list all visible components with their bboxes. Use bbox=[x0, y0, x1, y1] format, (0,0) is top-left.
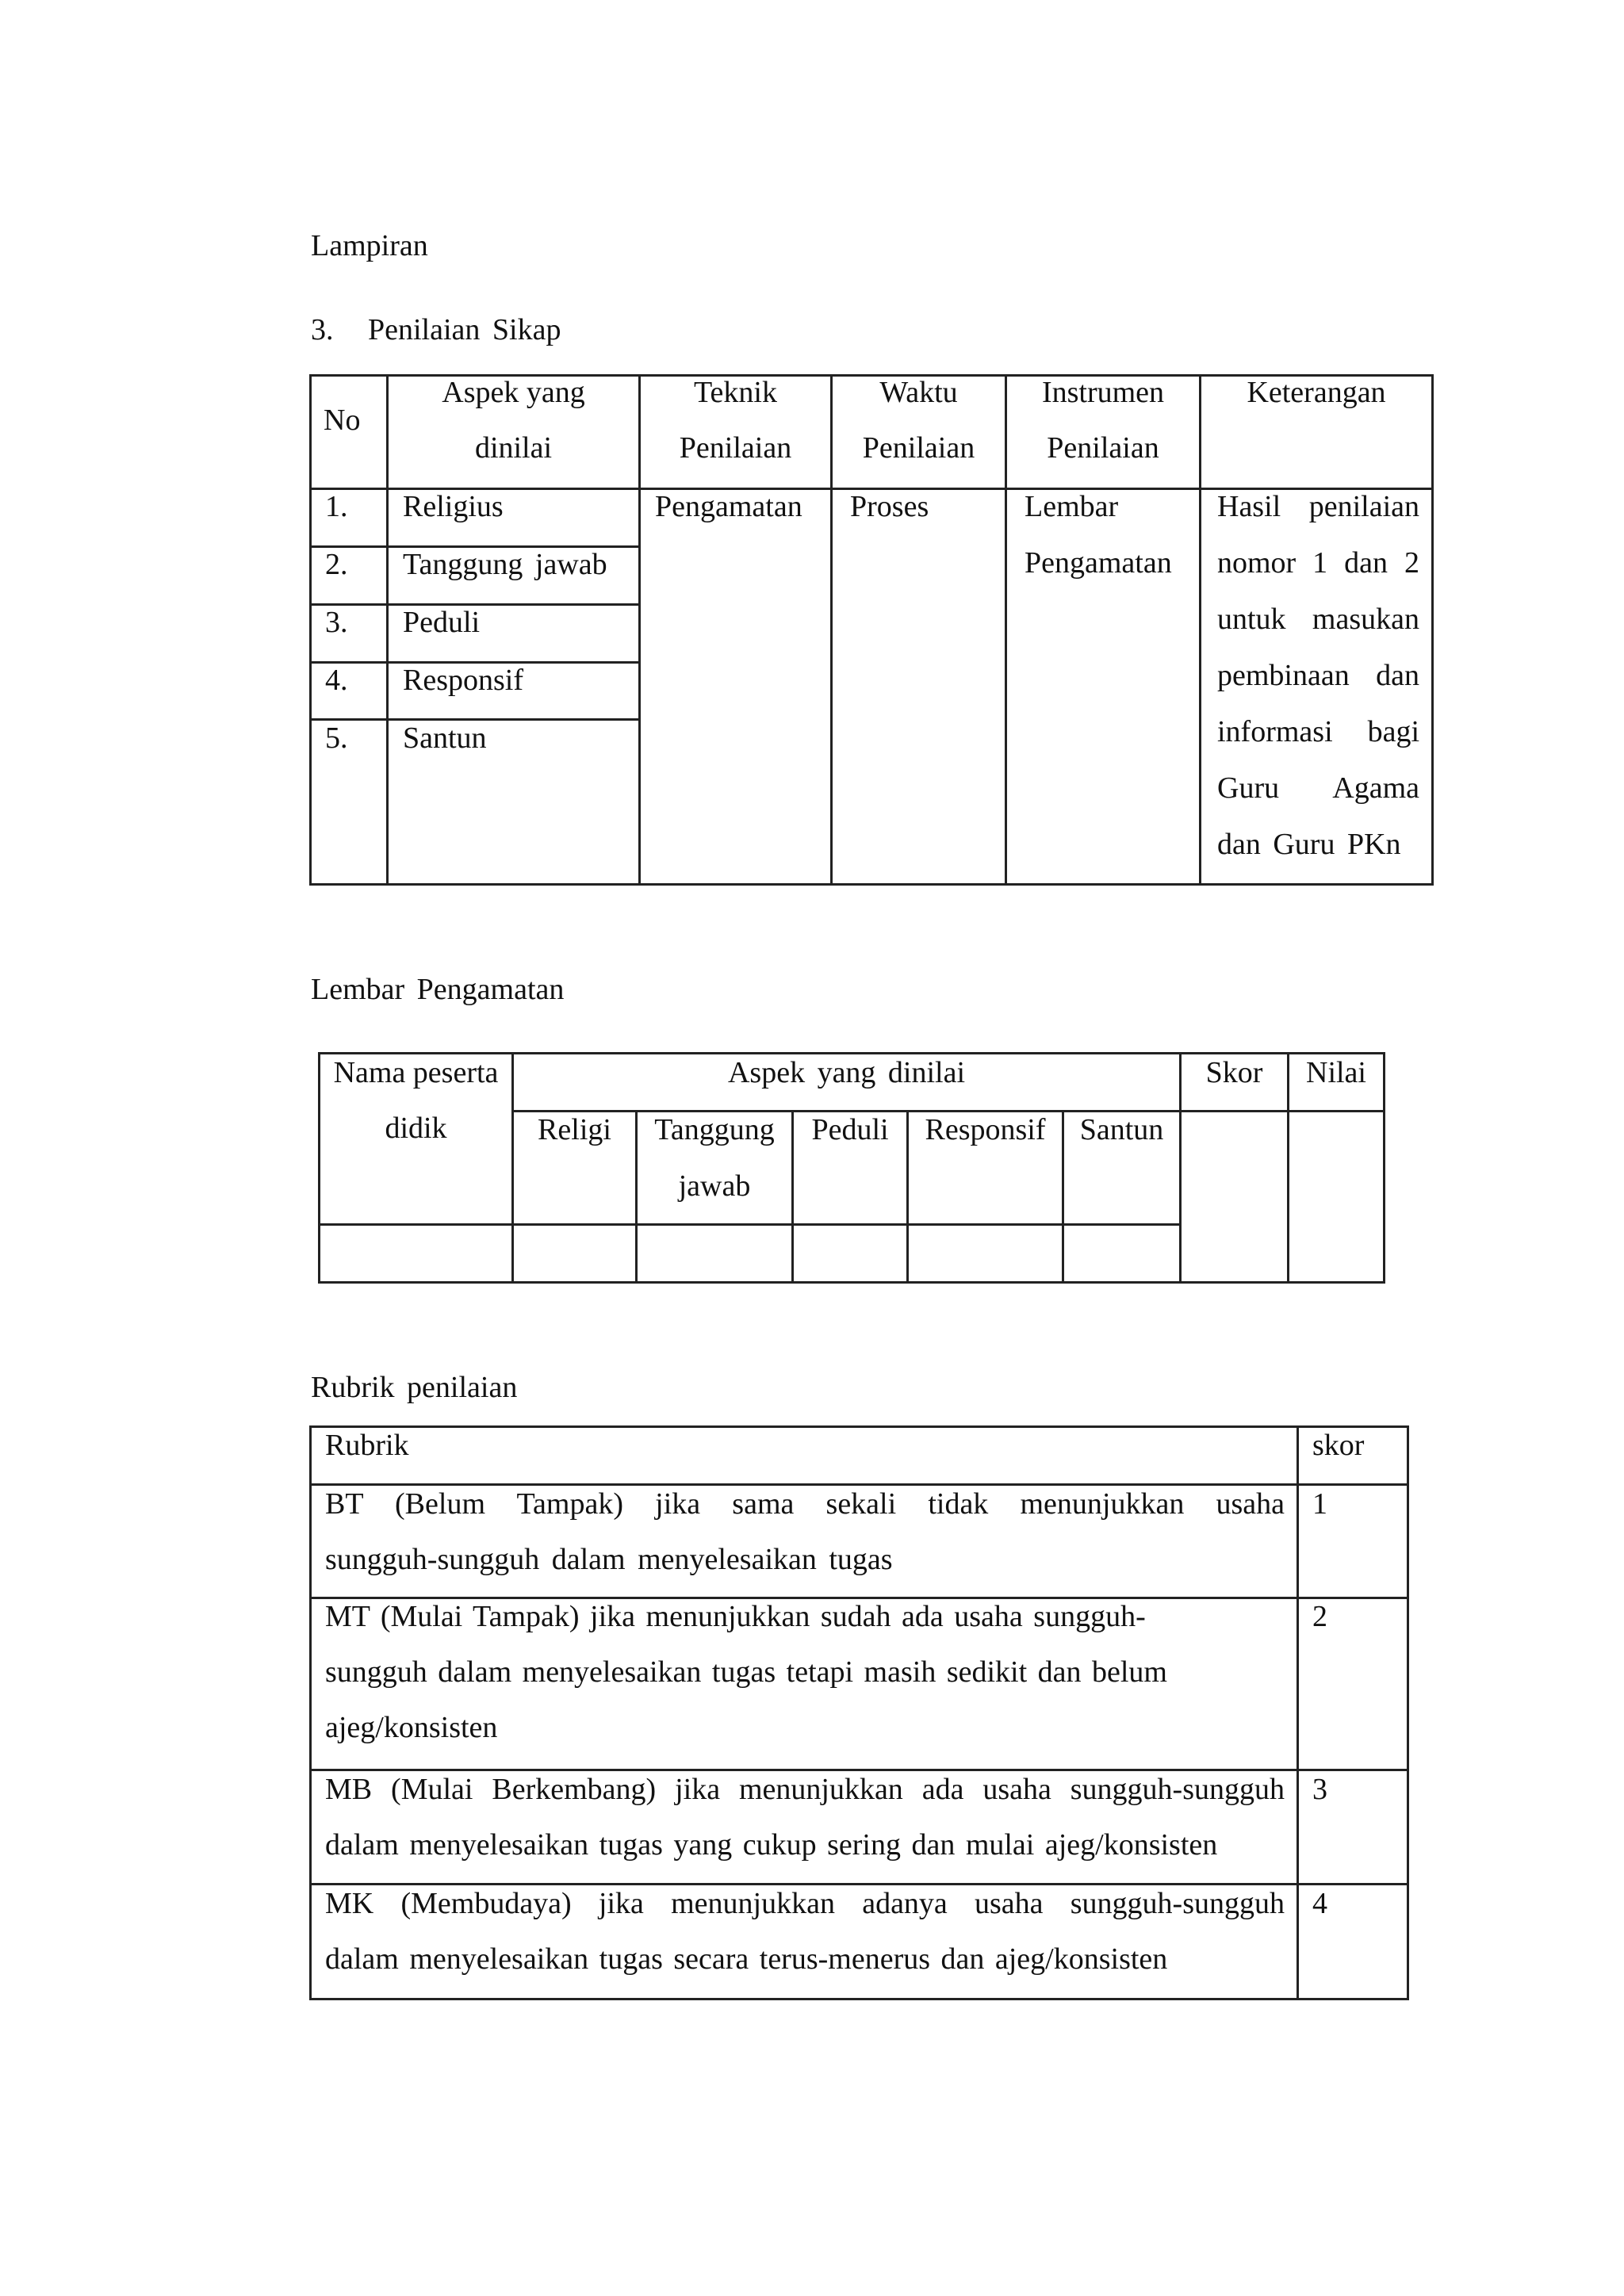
table-border-right bbox=[1407, 1425, 1409, 2000]
column-divider bbox=[1199, 374, 1201, 886]
keterangan-line: Hasil penilaian bbox=[1217, 490, 1419, 523]
rubric-line: MB (Mulai Berkembang) jika menunjukkan ada usaha sungguh-sungguh bbox=[325, 1773, 1285, 1806]
header-skor: Skor bbox=[1205, 1056, 1263, 1089]
row-aspek: Santun bbox=[403, 721, 487, 755]
table-border-left bbox=[309, 374, 312, 886]
header-rubrik: Rubrik bbox=[325, 1429, 409, 1462]
header-teknik-line2: Penilaian bbox=[679, 431, 792, 465]
table-border-right bbox=[1383, 1052, 1385, 1284]
page-heading: Lampiran bbox=[311, 229, 428, 262]
rubric-score: 4 bbox=[1312, 1887, 1327, 1920]
table-border-bottom bbox=[309, 1998, 1409, 2000]
observation-title: Lembar Pengamatan bbox=[311, 973, 565, 1006]
keterangan-line: untuk masukan bbox=[1217, 603, 1419, 636]
header-no: No bbox=[324, 404, 361, 437]
header-keterangan: Keterangan bbox=[1247, 376, 1386, 409]
header-nilai: Nilai bbox=[1306, 1056, 1366, 1089]
rubric-line: MK (Membudaya) jika menunjukkan adanya usaha sungguh-sungguh bbox=[325, 1887, 1285, 1920]
header-aspek-line1: Aspek yang bbox=[442, 376, 585, 409]
section-number: 3. bbox=[311, 313, 334, 346]
header-teknik-line1: Teknik bbox=[694, 376, 777, 409]
table-border-right bbox=[1431, 374, 1434, 886]
keterangan-line: dan Guru PKn bbox=[1217, 828, 1401, 861]
header-instrumen-line2: Penilaian bbox=[1047, 431, 1159, 465]
teknik-value: Pengamatan bbox=[655, 490, 802, 523]
row-aspek: Religius bbox=[403, 490, 504, 523]
table-border-bottom bbox=[318, 1281, 1385, 1284]
header-skor: skor bbox=[1312, 1429, 1365, 1462]
header-aspek-line2: dinilai bbox=[474, 431, 553, 465]
rubric-line: dalam menyelesaikan tugas yang cukup sering dan mulai ajeg/konsisten bbox=[325, 1828, 1218, 1862]
row-no: 3. bbox=[325, 606, 348, 639]
header-tanggung-line1: Tanggung bbox=[654, 1113, 775, 1146]
header-religi: Religi bbox=[538, 1113, 611, 1146]
header-waktu-line2: Penilaian bbox=[862, 431, 975, 465]
rubric-score: 3 bbox=[1312, 1773, 1327, 1806]
header-santun: Santun bbox=[1079, 1113, 1164, 1146]
table-border-left bbox=[309, 1425, 312, 2000]
instrumen-value-line2: Pengamatan bbox=[1025, 546, 1172, 580]
section-title: Penilaian Sikap bbox=[368, 313, 561, 346]
instrumen-value-line1: Lembar bbox=[1025, 490, 1119, 523]
keterangan-line: Guru Agama bbox=[1217, 771, 1419, 805]
header-instrumen-line1: Instrumen bbox=[1041, 376, 1165, 409]
table-border-top bbox=[309, 1425, 1409, 1428]
row-no: 1. bbox=[325, 490, 348, 523]
header-aspek: Aspek yang dinilai bbox=[727, 1056, 966, 1089]
rubric-line: ajeg/konsisten bbox=[325, 1711, 498, 1744]
header-nama-line2: didik bbox=[385, 1112, 447, 1145]
header-waktu-line1: Waktu bbox=[879, 376, 958, 409]
rubric-score: 1 bbox=[1312, 1487, 1327, 1521]
row-aspek: Peduli bbox=[403, 606, 481, 639]
row-aspek: Responsif bbox=[403, 664, 523, 697]
keterangan-line: nomor 1 dan 2 bbox=[1217, 546, 1419, 580]
keterangan-line: pembinaan dan bbox=[1217, 659, 1419, 692]
rubric-line: BT (Belum Tampak) jika sama sekali tidak menunjukkan usaha bbox=[325, 1487, 1285, 1521]
row-no: 5. bbox=[325, 721, 348, 755]
header-responsif: Responsif bbox=[925, 1113, 1046, 1146]
row-no: 4. bbox=[325, 664, 348, 697]
keterangan-line: informasi bagi bbox=[1217, 715, 1419, 748]
waktu-value: Proses bbox=[850, 490, 929, 523]
table-border-bottom bbox=[309, 883, 1434, 886]
rubric-line: MT (Mulai Tampak) jika menunjukkan sudah ada usaha sungguh- bbox=[325, 1600, 1146, 1633]
header-peduli: Peduli bbox=[811, 1113, 889, 1146]
header-tanggung-line2: jawab bbox=[678, 1169, 751, 1203]
rubric-title: Rubrik penilaian bbox=[311, 1371, 518, 1404]
row-divider bbox=[318, 1223, 1182, 1226]
rubric-line: sungguh dalam menyelesaikan tugas tetapi masih sedikit dan belum bbox=[325, 1655, 1167, 1689]
rubric-score: 2 bbox=[1312, 1600, 1327, 1633]
rubric-line: dalam menyelesaikan tugas secara terus-menerus dan ajeg/konsisten bbox=[325, 1942, 1168, 1976]
rubric-line: sungguh-sungguh dalam menyelesaikan tugas bbox=[325, 1543, 893, 1576]
row-aspek: Tanggung jawab bbox=[403, 548, 607, 581]
header-nama-line1: Nama peserta bbox=[333, 1056, 499, 1089]
row-no: 2. bbox=[325, 548, 348, 581]
column-divider bbox=[1297, 1425, 1299, 2000]
